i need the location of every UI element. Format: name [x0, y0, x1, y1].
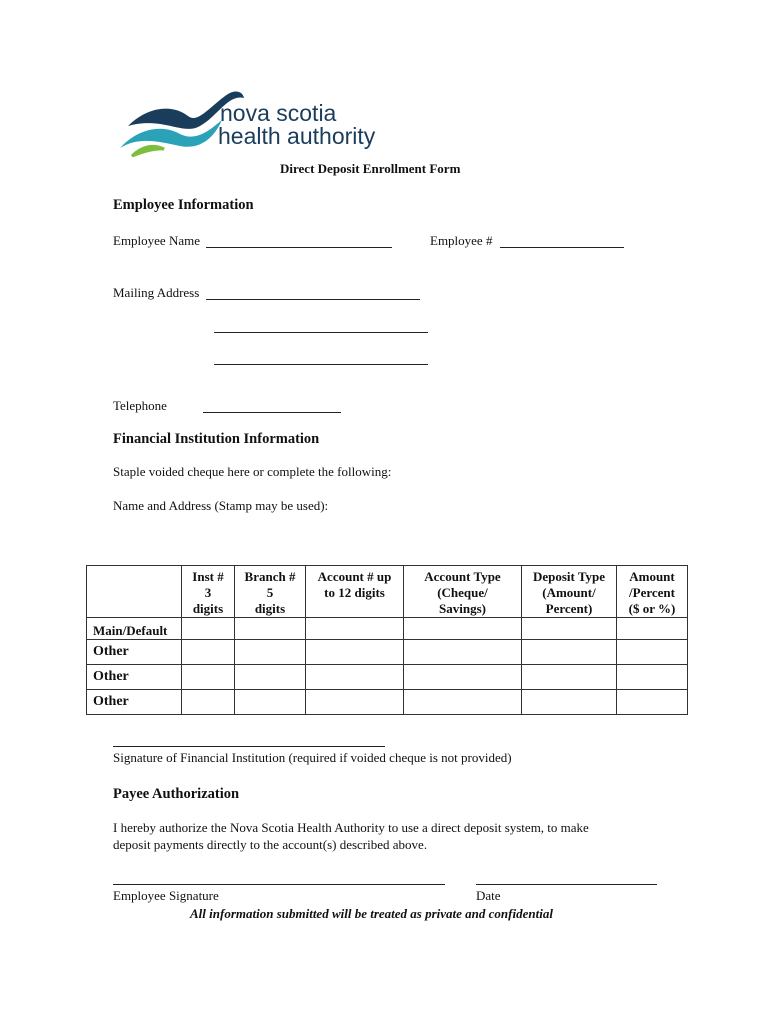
cell-other3-amount[interactable] — [617, 690, 688, 715]
row-label-other-2: Other — [87, 665, 182, 690]
logo-line2: health authority — [218, 123, 376, 149]
cell-other3-deposit-type[interactable] — [522, 690, 617, 715]
table-row — [87, 618, 688, 640]
nova-scotia-health-authority-logo — [118, 86, 388, 162]
row-label-main: Main/Default — [87, 618, 182, 640]
financial-info-heading: Financial Institution Information — [113, 431, 320, 447]
cell-other3-inst[interactable] — [182, 690, 235, 715]
table-row — [87, 665, 688, 690]
cell-main-amount[interactable] — [617, 618, 688, 640]
employee-number-label: Employee # — [430, 233, 493, 248]
header-inst: Inst # 3 digits — [182, 566, 235, 618]
cell-other2-inst[interactable] — [182, 665, 235, 690]
logo-green-wave — [132, 146, 164, 156]
cell-other3-account[interactable] — [306, 690, 404, 715]
fi-signature-caption: Signature of Financial Institution (required if voided cheque is not provided) — [113, 750, 512, 765]
cell-other3-branch[interactable] — [235, 690, 306, 715]
employee-name-label: Employee Name — [113, 233, 200, 248]
logo-line1: nova scotia — [220, 100, 337, 126]
table-row — [87, 640, 688, 665]
header-deposit-type: Deposit Type (Amount/ Percent) — [522, 566, 617, 618]
payee-auth-text-2: deposit payments directly to the account(s) described above. — [113, 837, 428, 852]
employee-info-heading: Employee Information — [113, 197, 254, 213]
financial-instruction: Staple voided cheque here or complete the following: — [113, 464, 392, 479]
employee-signature-line[interactable] — [113, 884, 445, 885]
cell-other3-account-type[interactable] — [404, 690, 522, 715]
fi-signature-line[interactable] — [113, 746, 385, 747]
cell-main-inst[interactable] — [182, 618, 235, 640]
cell-other1-inst[interactable] — [182, 640, 235, 665]
cell-other2-account-type[interactable] — [404, 665, 522, 690]
cell-other1-account-type[interactable] — [404, 640, 522, 665]
confidentiality-note: All information submitted will be treated as private and confidential — [190, 906, 553, 921]
header-account-type: Account Type (Cheque/ Savings) — [404, 566, 522, 618]
cell-other2-amount[interactable] — [617, 665, 688, 690]
cell-main-account[interactable] — [306, 618, 404, 640]
cell-other2-account[interactable] — [306, 665, 404, 690]
cell-main-account-type[interactable] — [404, 618, 522, 640]
date-line[interactable] — [476, 884, 657, 885]
cell-other1-amount[interactable] — [617, 640, 688, 665]
payee-auth-heading: Payee Authorization — [113, 786, 240, 802]
employee-name-line[interactable] — [206, 247, 392, 248]
telephone-label: Telephone — [113, 398, 167, 413]
mailing-address-line-2[interactable] — [214, 332, 428, 333]
cell-main-deposit-type[interactable] — [522, 618, 617, 640]
telephone-line[interactable] — [203, 412, 341, 413]
payee-auth-text-1: I hereby authorize the Nova Scotia Health Authority to use a direct deposit system, to make — [113, 820, 589, 835]
name-address-label: Name and Address (Stamp may be used): — [113, 498, 329, 513]
table-header-row — [87, 566, 688, 618]
mailing-address-line-3[interactable] — [214, 364, 428, 365]
table-corner-cell — [87, 566, 182, 618]
date-label: Date — [476, 888, 501, 903]
cell-main-branch[interactable] — [235, 618, 306, 640]
cell-other2-branch[interactable] — [235, 665, 306, 690]
bank-account-table — [86, 565, 688, 715]
row-label-other-3: Other — [87, 690, 182, 715]
cell-other1-account[interactable] — [306, 640, 404, 665]
row-label-other-1: Other — [87, 640, 182, 665]
table-row — [87, 690, 688, 715]
mailing-address-line-1[interactable] — [206, 299, 420, 300]
cell-other1-branch[interactable] — [235, 640, 306, 665]
cell-other1-deposit-type[interactable] — [522, 640, 617, 665]
header-amount-percent: Amount /Percent ($ or %) — [617, 566, 688, 618]
header-branch: Branch # 5 digits — [235, 566, 306, 618]
employee-signature-label: Employee Signature — [113, 888, 219, 903]
mailing-address-label: Mailing Address — [113, 285, 200, 300]
employee-number-line[interactable] — [500, 247, 624, 248]
cell-other2-deposit-type[interactable] — [522, 665, 617, 690]
header-account-number: Account # up to 12 digits — [306, 566, 404, 618]
form-title: Direct Deposit Enrollment Form — [280, 161, 461, 176]
